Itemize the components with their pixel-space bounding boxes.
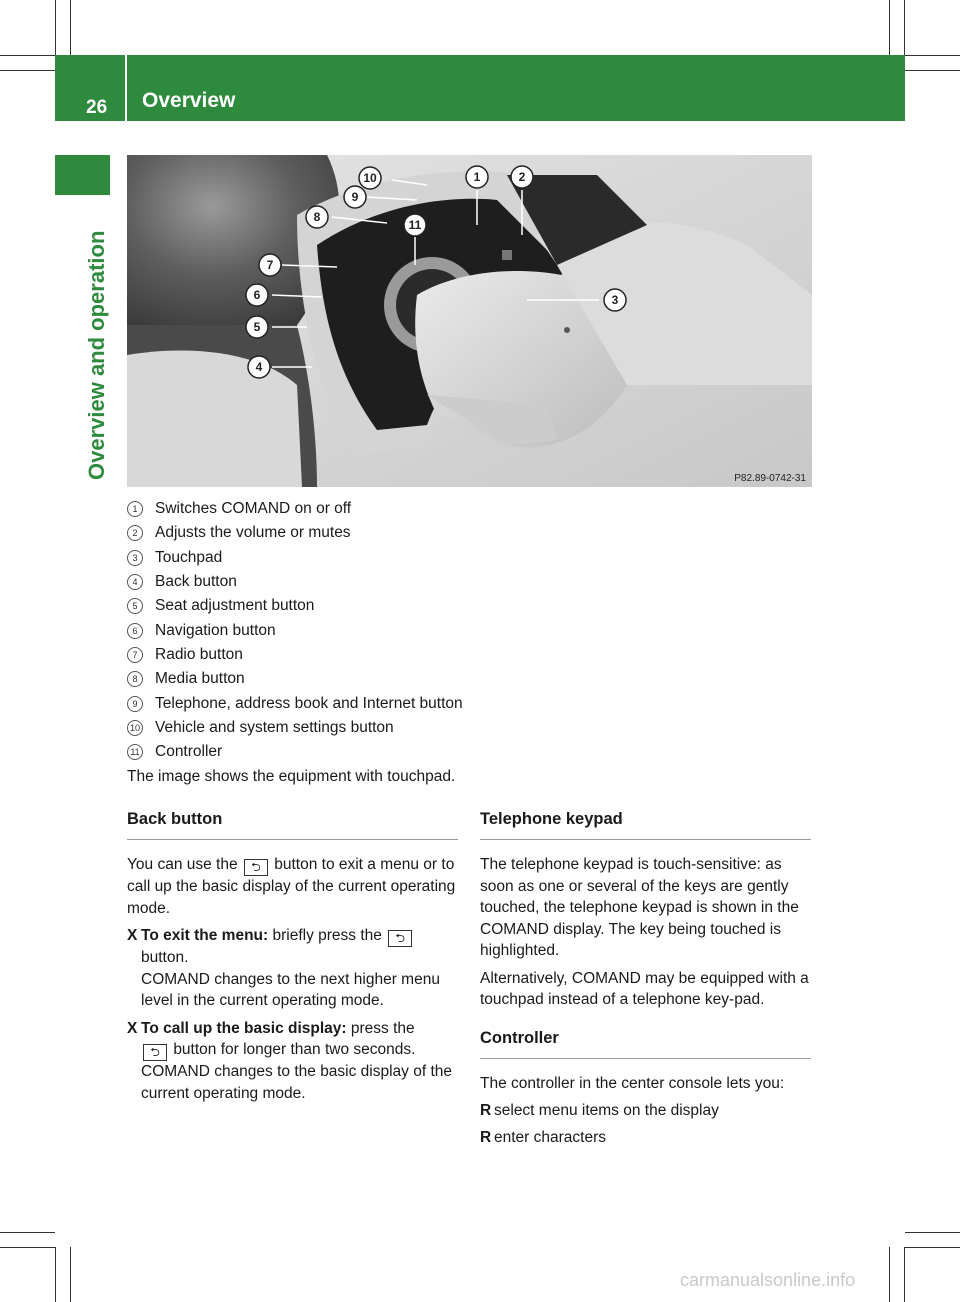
svg-text:11: 11 (408, 218, 422, 232)
svg-text:4: 4 (255, 360, 263, 374)
crop-mark (904, 1247, 905, 1302)
page-title: Overview (142, 89, 236, 112)
section-label: Overview and operation (84, 230, 109, 480)
right-column (480, 810, 811, 1153)
legend-text: Vehicle and system settings button (155, 718, 394, 736)
legend-number: 3 (127, 550, 143, 566)
svg-text:7: 7 (266, 258, 274, 272)
callout-2 (511, 166, 533, 188)
crop-mark (889, 0, 890, 55)
legend-item (127, 521, 827, 545)
svg-text:6: 6 (253, 288, 261, 302)
legend-text: Media button (155, 670, 245, 688)
crop-mark (0, 1232, 55, 1233)
side-tab (55, 155, 110, 195)
step-marker: X (127, 1019, 138, 1037)
section-heading: Back button (127, 810, 458, 840)
crop-mark (0, 1247, 55, 1248)
legend-number: 9 (127, 696, 143, 712)
callout-10 (359, 167, 381, 189)
svg-text:8: 8 (313, 210, 321, 224)
svg-text:10: 10 (363, 171, 377, 185)
paragraph: The telephone keypad is touch-sensitive: as soon as one or several of the keys are gently touched, the telephone keypad is shown in the COMAND display. The key being touched is highlighted. (480, 856, 799, 959)
legend-number: 4 (127, 574, 143, 590)
crop-mark (905, 55, 960, 56)
legend-number: 2 (127, 525, 143, 541)
legend-item (127, 643, 827, 667)
legend-number: 6 (127, 623, 143, 639)
callout-11 (404, 214, 426, 236)
crop-mark (55, 0, 56, 55)
callout-4 (248, 356, 270, 378)
figure-note: The image shows the equipment with touchpad. (127, 768, 456, 785)
crop-mark (905, 1232, 960, 1233)
callout-1 (466, 166, 488, 188)
legend-item (127, 740, 827, 764)
legend-item (127, 618, 827, 642)
callout-3 (604, 289, 626, 311)
svg-text:1: 1 (473, 170, 481, 184)
legend-text: Telephone, address book and Internet button (155, 694, 463, 712)
svg-text:2: 2 (518, 170, 526, 184)
page-number: 26 (86, 97, 108, 118)
legend-number: 10 (127, 720, 143, 736)
bullet-item: R select menu items on the display (480, 1100, 811, 1122)
figure-code: P82.89-0742-31 (734, 473, 806, 484)
svg-text:9: 9 (351, 190, 359, 204)
back-key-icon: ⮌ (388, 930, 412, 947)
paragraph: You can use the ⮌ button to exit a menu or to call up the basic display of the current operating mode. (127, 856, 456, 917)
legend-item (127, 570, 827, 594)
legend-number: 7 (127, 647, 143, 663)
legend-text: Adjusts the volume or mutes (155, 524, 351, 542)
legend-text: Radio button (155, 645, 243, 663)
legend-item (127, 546, 827, 570)
callout-7 (259, 254, 281, 276)
instruction-step: X To call up the basic display: press the ⮌ button for longer than two seconds. COMAND changes to the basic display of the current operating mode. (127, 1019, 453, 1102)
back-button-section (127, 810, 458, 1110)
figure-legend (127, 497, 827, 764)
paragraph: The controller in the center console lets you: (480, 1074, 785, 1092)
bullet-marker: R (480, 1102, 492, 1119)
legend-text: Touchpad (155, 548, 223, 566)
legend-text: Back button (155, 573, 237, 591)
crop-mark (70, 0, 71, 55)
crop-mark (55, 1247, 56, 1302)
crop-mark (0, 55, 55, 56)
legend-text: Controller (155, 743, 223, 761)
svg-text:5: 5 (253, 320, 261, 334)
legend-text: Seat adjustment button (155, 597, 315, 615)
callout-layer (127, 155, 812, 487)
back-key-icon: ⮌ (143, 1044, 167, 1061)
back-key-icon: ⮌ (244, 859, 268, 876)
callout-8 (306, 206, 328, 228)
crop-mark (0, 70, 55, 71)
legend-text: Switches COMAND on or off (155, 500, 352, 518)
crop-mark (70, 1247, 71, 1302)
legend-item (127, 667, 827, 691)
legend-item (127, 497, 827, 521)
legend-item (127, 691, 827, 715)
svg-text:3: 3 (611, 293, 619, 307)
crop-mark (904, 0, 905, 55)
callout-5 (246, 316, 268, 338)
section-heading: Telephone keypad (480, 810, 811, 840)
callout-6 (246, 284, 268, 306)
crop-mark (889, 1247, 890, 1302)
legend-number: 11 (127, 744, 143, 760)
section-heading: Controller (480, 1029, 811, 1059)
step-marker: X (127, 927, 138, 944)
legend-number: 8 (127, 671, 143, 687)
header-divider (125, 55, 127, 121)
paragraph: Alternatively, COMAND may be equipped with a touchpad instead of a telephone key-pad. (480, 969, 809, 1008)
legend-number: 5 (127, 598, 143, 614)
legend-item (127, 594, 827, 618)
callout-9 (344, 186, 366, 208)
legend-item (127, 716, 827, 740)
bullet-marker: R (480, 1128, 492, 1146)
watermark: carmanualsonline.info (680, 1270, 856, 1290)
crop-mark (905, 70, 960, 71)
legend-number: 1 (127, 501, 143, 517)
bullet-item: R enter characters (480, 1127, 811, 1149)
crop-mark (905, 1247, 960, 1248)
instruction-step: X To exit the menu: briefly press the ⮌ button. COMAND changes to the next higher menu level in the current operating mode. (127, 927, 440, 1009)
legend-text: Navigation button (155, 621, 276, 639)
